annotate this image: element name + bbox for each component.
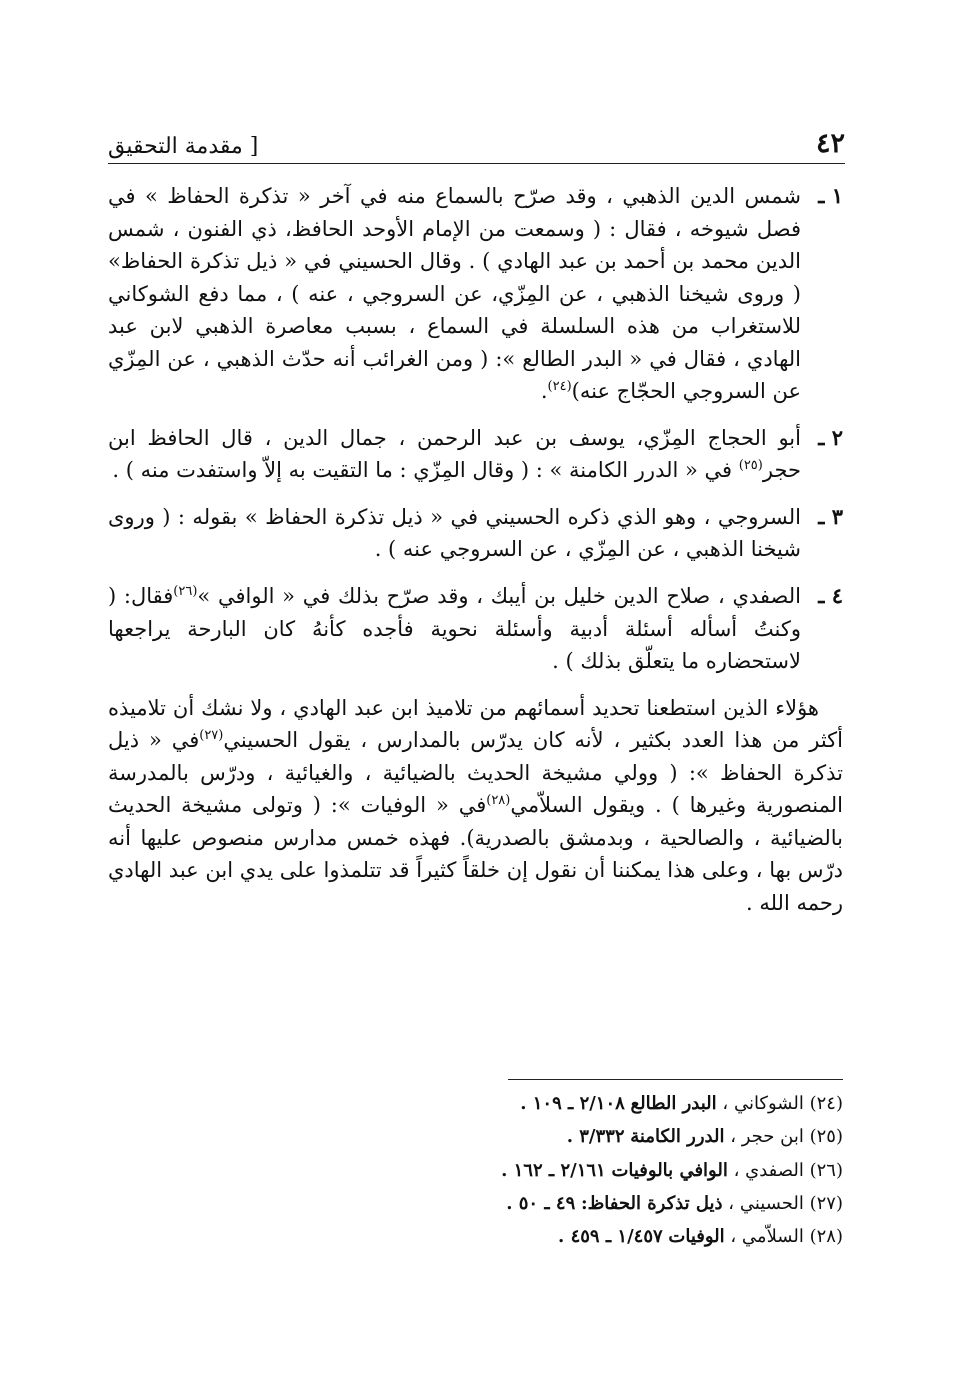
footnote-ref[interactable]: (٢٨)	[486, 793, 511, 809]
body-paragraph	[108, 692, 843, 920]
footnote-number: (٢٥)	[809, 1126, 843, 1148]
item-body: الصفدي ، صلاح الدين خليل بن أيبك ، وقد صرّح بذلك في « الوافي »	[197, 584, 801, 609]
footnote-title: ذيل تذكرة الحفاظ:	[580, 1192, 723, 1214]
running-title: [ مقدمة التحقيق	[108, 134, 259, 159]
list-item	[108, 422, 843, 487]
footnote-number: (٢٦)	[809, 1159, 843, 1181]
item-number: ١ ـ	[818, 183, 843, 208]
item-tail: في « الدرر الكامنة » : ( وقال المِزّي : ما التقيت به إلاّ واستفدت منه ) .	[112, 458, 739, 483]
page-number: ٤٢	[815, 128, 845, 159]
item-text	[108, 180, 801, 408]
list-item	[108, 501, 843, 566]
item-number: ٤ ـ	[818, 583, 843, 609]
footnote-title: الدرر الكامنة	[630, 1126, 725, 1148]
footnote-title: الوفيات	[668, 1226, 725, 1248]
footnote-number: (٢٤)	[809, 1093, 843, 1114]
footnote-pages: ٢/١٠٨ ـ ١٠٩ .	[520, 1093, 625, 1114]
list-item	[108, 180, 843, 408]
item-text	[108, 422, 801, 487]
footnote-ref[interactable]: (٢٦)	[173, 584, 198, 600]
footnote-title: الوافي بالوفيات	[611, 1159, 728, 1181]
item-text	[108, 501, 801, 566]
footnote-author: الحسيني ،	[728, 1192, 804, 1214]
footnote-author: السلاّمي ،	[730, 1226, 804, 1248]
footnotes	[108, 1087, 843, 1253]
footnote-divider	[508, 1079, 843, 1080]
paragraph-text: هؤلاء الذين استطعنا تحديد أسمائهم من تلاميذ ابن عبد الهادي ، ولا نشك أن تلاميذه أكثر من هذا العدد بكثير ، لأنه كان يدرّس بالمدارس ، يقول الحسيني	[108, 695, 843, 753]
footnote	[108, 1187, 843, 1220]
paragraph-text: في « الوفيات »: ( وتولى مشيخة الحديث بالضيائية ، والصالحية ، وبدمشق بالصدرية). فهذه خمس مدارس منصوص عليها أنه درّس بها ، وعلى هذا يمكننا أن نقول إن خلقاً كثيراً قد تتلمذوا على يدي ابن عبد الهادي رحمه الله .	[108, 793, 843, 915]
footnote-ref[interactable]: (٢٧)	[199, 728, 224, 744]
footnote-pages: ٣/٣٣٢ .	[566, 1126, 625, 1148]
item-body: السروجي ، وهو الذي ذكره الحسيني في « ذيل تذكرة الحفاظ » بقوله : ( وروى شيخنا الذهبي ، عن المِزّي ، عن السروجي عنه ) .	[108, 504, 801, 562]
footnote-ref[interactable]: (٢٥)	[738, 458, 763, 474]
item-number: ٢ ـ	[818, 424, 843, 450]
item-text	[108, 580, 801, 678]
footnote-number: (٢٧)	[809, 1192, 843, 1214]
footnote-pages: ٤٩ ـ ٥٠ .	[506, 1192, 576, 1214]
footnote	[108, 1120, 843, 1153]
item-body: شمس الدين الذهبي ، وقد صرّح بالسماع منه في آخر « تذكرة الحفاظ » في فصل شيوخه ، فقال : ( وسمعت من الإمام الأوحد الحافظ، ذي الفنون ، شمس الدين محمد بن أحمد بن عبد الهادي ) . وقال الحسيني في « ذيل تذكرة الحفاظ» ( وروى شيخنا الذهبي ، عن المِزّي، عن السروجي ، عنه ) ، مما دفع الشوكاني للاستغراب من هذه السلسلة في السماع ، بسبب معاصرة الذهبي لابن عبد الهادي ، فقال في « البدر الطالع »: ( ومن الغرائب أنه حدّث الذهبي ، عن المِزّي عن السروجي الحجّاج عنه)	[108, 184, 801, 404]
footnote-author: ابن حجر ،	[730, 1126, 804, 1148]
item-number: ٣ ـ	[818, 503, 843, 529]
footnote-title: البدر الطالع	[630, 1093, 717, 1114]
footnote-author: الشوكاني ،	[722, 1093, 804, 1114]
item-body: أبو الحجاج المِزّي، يوسف بن عبد الرحمن ، جمال الدين ، قال الحافظ ابن حجر	[108, 425, 801, 483]
list-item	[108, 580, 843, 678]
footnote-author: الصفدي ،	[733, 1159, 804, 1181]
footnote-ref[interactable]: (٢٤)	[547, 379, 572, 395]
footnote-pages: ١/٤٥٧ ـ ٤٥٩ .	[558, 1226, 663, 1248]
running-header	[108, 122, 845, 164]
footnote-number: (٢٨)	[809, 1226, 843, 1248]
item-tail: .	[540, 379, 548, 404]
footnote-pages: ٢/١٦١ ـ ١٦٢ .	[501, 1159, 606, 1181]
footnote	[108, 1154, 843, 1187]
footnote	[108, 1220, 843, 1253]
footnote	[108, 1087, 843, 1120]
paragraph-text: في « ذيل تذكرة الحفاظ »: ( وولي مشيخة الحديث بالضيائية ، والغيائية ، ودرّس بالمدرسة المنصورية وغيرها ) . ويقول السلاّمي	[108, 728, 843, 818]
item-tail: فقال: ( وكنتُ أسأله أسئلة أدبية وأسئلة نحوية فأجده كأنهُ كان البارحة يراجعها لاستحضاره ما يتعلّق بذلك ) .	[108, 584, 801, 674]
main-text	[108, 180, 843, 940]
